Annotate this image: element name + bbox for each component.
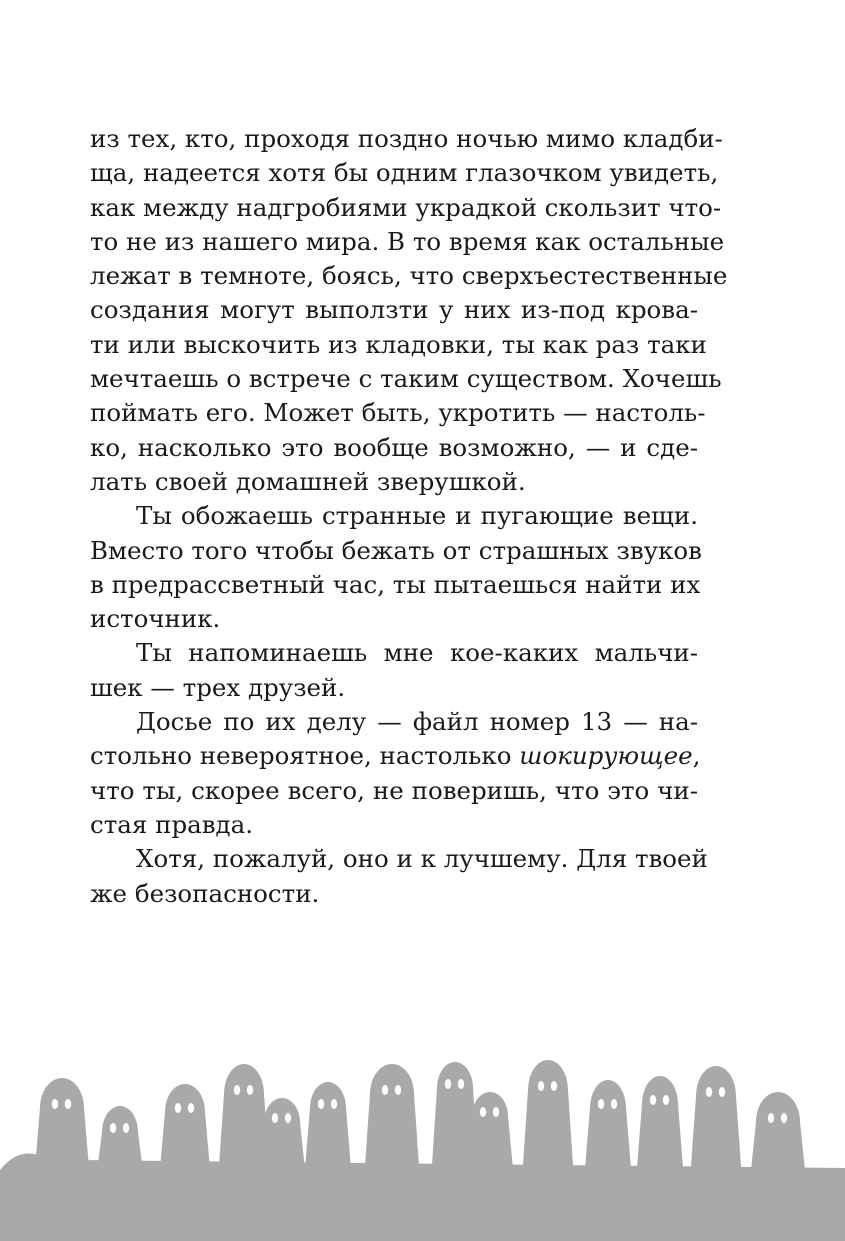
text-line: стая правда. [90, 809, 254, 839]
body-text [90, 122, 728, 911]
text-line: мечтаешь о встрече с таким существом. Хочешь [90, 364, 722, 394]
paragraph-3 [90, 636, 698, 705]
text-line: что ты, скорее всего, не поверишь, что это чи- [90, 775, 698, 805]
emphasized-word: шокирующее [519, 741, 693, 771]
text-line: Вместо того чтобы бежать от страшных звуков [90, 535, 702, 565]
text-line: в предрассветный час, ты пытаешься найти их [90, 569, 701, 599]
paragraph-5 [90, 842, 708, 911]
text-line: ти или выскочить из кладовки, ты как раз таки [90, 329, 707, 359]
text-line: Хотя, пожалуй, оно и к лучшему. Для твоей [136, 844, 708, 874]
text-line: шек — трех друзей. [90, 672, 346, 702]
text-line: же безопасности. [90, 878, 320, 908]
paragraph-1 [90, 122, 728, 499]
text-line: ща, надеется хотя бы одним глазочком увидеть, [90, 158, 719, 188]
text-line: источник. [90, 604, 221, 634]
text-line: из тех, кто, проходя поздно ночью мимо кладби- [90, 124, 723, 153]
text-line: ко, насколько это вообще возможно, — и сде- [90, 432, 698, 462]
text-line: то не из нашего мира. В то время как остальные [90, 226, 725, 256]
text-line: Досье по их делу — файл номер 13 — на- [136, 707, 698, 737]
text-line: лежат в темноте, боясь, что сверхъестественные [90, 261, 728, 291]
text-line: поймать его. Может быть, укротить — настоль- [90, 398, 706, 428]
text-line: как между надгробиями украдкой скользит что- [90, 192, 722, 222]
text-line: Ты напоминаешь мне кое-каких мальчи- [136, 638, 698, 668]
paragraph-2 [90, 499, 702, 636]
text-line: Ты обожаешь странные и пугающие вещи. [136, 501, 698, 531]
text-line: лать своей домашней зверушкой. [90, 466, 526, 496]
page-number: 7 [415, 1142, 430, 1167]
text-line: создания могут выползти у них из-под крова- [90, 295, 698, 325]
text-line: стольно невероятное, настолько шокирующее, [90, 741, 701, 771]
paragraph-4 [90, 705, 701, 842]
